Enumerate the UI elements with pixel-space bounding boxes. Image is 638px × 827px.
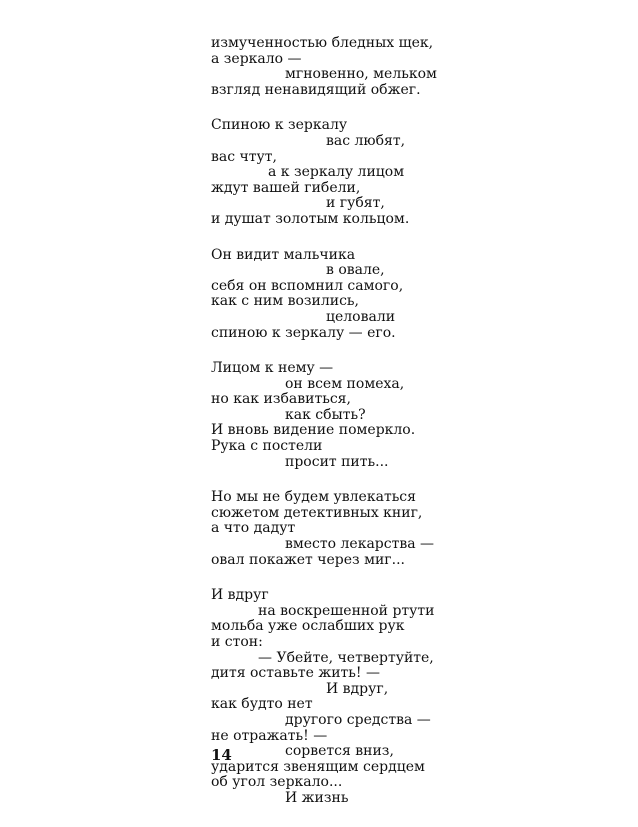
poem-line: целовали [326, 308, 396, 325]
poem-line: не отражать! — [211, 727, 328, 744]
poem-line: а к зеркалу лицом [268, 164, 405, 181]
poem-line: Спиною к зеркалу [211, 117, 348, 134]
stanza [0, 588, 638, 806]
poem-line: И вновь видение померкло. [211, 422, 416, 439]
poem-line: вас чтут, [211, 148, 277, 165]
poem-line: другого средства — [285, 711, 431, 728]
poem-line: сорвется вниз, [285, 743, 394, 760]
stanza [0, 361, 638, 470]
poem-line: об угол зеркало... [211, 774, 343, 791]
poem-line: себя он вспомнил самого, [211, 277, 404, 294]
stanza [0, 36, 638, 98]
poem-line: на воскрешенной ртути [258, 602, 435, 619]
poem-line: И вдруг [211, 587, 269, 604]
poem-line: а что дадут [211, 520, 296, 537]
poem-line: как с ним возились, [211, 293, 360, 310]
stanza [0, 118, 638, 227]
poem-line: мольба уже ослабших рук [211, 618, 405, 635]
poem-line: и душат золотым кольцом. [211, 210, 410, 227]
poem-line: сюжетом детективных книг, [211, 504, 423, 521]
poem-line: и стон: [211, 634, 263, 650]
stanza [0, 490, 638, 568]
poem-line: как будто нет [211, 696, 313, 713]
poem-line: как сбыть? [285, 406, 366, 423]
poem-line: мгновенно, мельком [285, 66, 437, 83]
poem-line: — Убейте, четвертуйте, [258, 649, 434, 666]
poem-line: Но мы не будем увлекаться [211, 489, 416, 506]
poem-line: просит пить... [285, 453, 389, 470]
poem-line: Он видит мальчика [211, 246, 356, 263]
poem-line: Лицом к нему — [211, 360, 334, 377]
poem-line: и губят, [326, 195, 385, 212]
poem-line: вместо лекарства — [285, 536, 435, 553]
poem-line: в овале, [326, 262, 385, 279]
poem-line: дитя оставьте жить! — [211, 665, 380, 682]
poem-line: И жизнь [285, 789, 349, 806]
poem-line: взгляд ненавидящий обжег. [211, 81, 421, 98]
poem-line: И вдруг, [326, 680, 389, 697]
poem-line: спиною к зеркалу — его. [211, 324, 396, 341]
poem-line: Рука с постели [211, 438, 323, 455]
poem-line: вас любят, [326, 132, 406, 149]
poem-line: он всем помеха, [285, 375, 405, 392]
poem-line: а зеркало — [211, 50, 302, 67]
poem-text [0, 36, 638, 827]
stanza [0, 248, 638, 342]
poem-line: овал покажет через миг... [211, 551, 405, 568]
poem-line: ждут вашей гибели, [211, 179, 361, 196]
poem-line: но как избавиться, [211, 391, 351, 408]
poem-line: ударится звенящим сердцем [211, 758, 425, 775]
page-number: 14 [211, 746, 232, 764]
poem-line: измученностью бледных щек, [211, 35, 434, 51]
